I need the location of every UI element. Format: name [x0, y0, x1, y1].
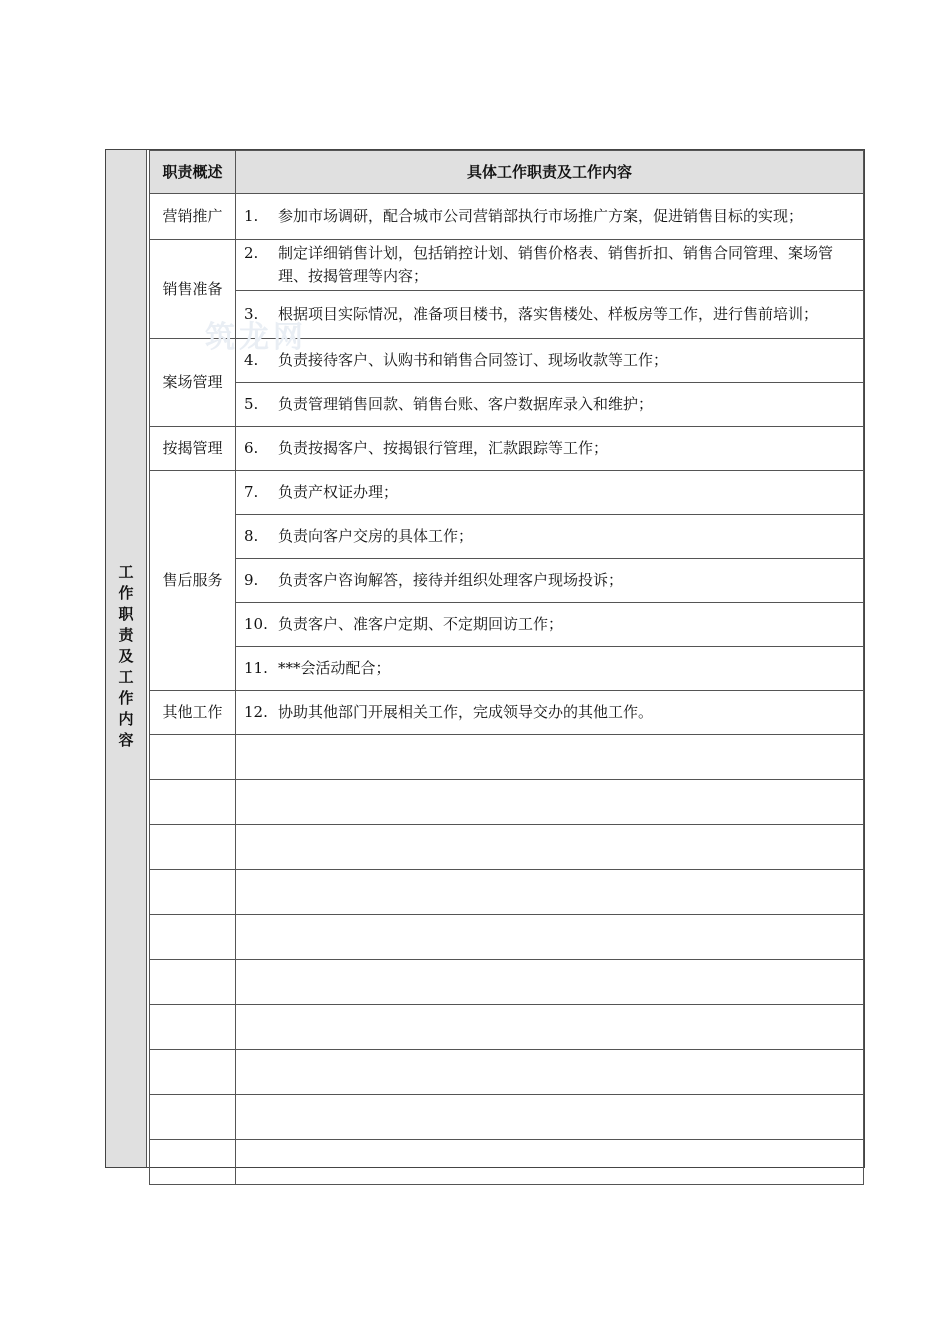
task-number: 1. [244, 207, 259, 225]
category-cell: 其他工作 [150, 691, 236, 735]
task-cell [236, 603, 864, 647]
table-row [150, 559, 864, 603]
task-number: 3. [244, 305, 259, 323]
empty-row [150, 825, 864, 870]
task-cell [236, 291, 864, 339]
task-line [244, 481, 857, 504]
table-row [150, 603, 864, 647]
task-line [244, 393, 857, 416]
empty-category-cell [150, 870, 236, 915]
table-row [150, 471, 864, 515]
task-line [244, 569, 857, 592]
task-cell [236, 647, 864, 691]
side-title: 工作职责及工作内容 [116, 564, 135, 753]
empty-content-cell [236, 1095, 864, 1140]
table-row [150, 194, 864, 240]
task-cell [236, 194, 864, 240]
task-number: 2. [244, 244, 259, 262]
category-cell: 按揭管理 [150, 427, 236, 471]
task-cell [236, 383, 864, 427]
task-cell [236, 691, 864, 735]
empty-category-cell [150, 1140, 236, 1185]
category-cell: 售后服务 [150, 471, 236, 691]
task-line [244, 205, 857, 228]
empty-row [150, 870, 864, 915]
task-number: 11. [244, 659, 268, 677]
empty-row [150, 915, 864, 960]
empty-content-cell [236, 915, 864, 960]
task-text: 负责向客户交房的具体工作； [278, 527, 474, 545]
task-text: 根据项目实际情况，准备项目楼书，落实售楼处、样板房等工作，进行售前培训； [278, 305, 819, 323]
empty-row [150, 1005, 864, 1050]
empty-category-cell [150, 735, 236, 780]
empty-content-cell [236, 735, 864, 780]
category-cell: 销售准备 [150, 240, 236, 339]
job-duties-table-frame [105, 149, 865, 1168]
empty-category-cell [150, 960, 236, 1005]
table-row [150, 647, 864, 691]
empty-category-cell [150, 1005, 236, 1050]
empty-row [150, 735, 864, 780]
category-cell: 营销推广 [150, 194, 236, 240]
table-row [150, 383, 864, 427]
table-row [150, 427, 864, 471]
empty-content-cell [236, 960, 864, 1005]
task-text: 负责客户咨询解答，接待并组织处理客户现场投诉； [278, 571, 624, 589]
task-number: 6. [244, 439, 259, 457]
empty-content-cell [236, 780, 864, 825]
empty-content-cell [236, 1140, 864, 1185]
empty-content-cell [236, 1050, 864, 1095]
header-row [150, 151, 864, 194]
empty-category-cell [150, 1095, 236, 1140]
task-cell [236, 471, 864, 515]
task-number: 7. [244, 483, 259, 501]
task-number: 8. [244, 527, 259, 545]
category-cell: 案场管理 [150, 339, 236, 427]
task-line [244, 613, 857, 636]
empty-content-cell [236, 870, 864, 915]
task-text: 参加市场调研，配合城市公司营销部执行市场推广方案，促进销售目标的实现； [278, 207, 804, 225]
watermark: 筑龙网 [205, 320, 307, 355]
task-cell [236, 339, 864, 383]
task-text: 负责管理销售回款、销售台账、客户数据库录入和维护； [278, 395, 654, 413]
task-text: 负责客户、准客户定期、不定期回访工作； [278, 615, 564, 633]
empty-content-cell [236, 825, 864, 870]
task-text: ***会活动配合； [278, 659, 391, 677]
task-cell [236, 240, 864, 291]
task-text: 制定详细销售计划，包括销控计划、销售价格表、销售折扣、销售合同管理、案场管理、按揭管理等内容； [278, 244, 834, 285]
task-cell [236, 427, 864, 471]
task-text: 负责按揭客户、按揭银行管理，汇款跟踪等工作； [278, 439, 609, 457]
task-line [244, 303, 857, 326]
empty-row [150, 780, 864, 825]
task-line [244, 525, 857, 548]
header-category: 职责概述 [150, 151, 236, 194]
duties-table [149, 150, 864, 1185]
empty-category-cell [150, 915, 236, 960]
empty-row [150, 960, 864, 1005]
empty-row [150, 1095, 864, 1140]
empty-category-cell [150, 780, 236, 825]
task-cell [236, 559, 864, 603]
task-line [244, 657, 857, 680]
task-line [244, 701, 857, 724]
task-number: 5. [244, 395, 259, 413]
task-number: 9. [244, 571, 259, 589]
task-line [244, 349, 857, 372]
empty-row [150, 1140, 864, 1185]
task-text: 负责接待客户、认购书和销售合同签订、现场收款等工作； [278, 351, 669, 369]
empty-content-cell [236, 1005, 864, 1050]
table-row [150, 515, 864, 559]
empty-row [150, 1050, 864, 1095]
table-row [150, 240, 864, 291]
task-cell [236, 515, 864, 559]
task-number: 10. [244, 615, 268, 633]
task-text: 负责产权证办理； [278, 483, 399, 501]
side-title-cell [106, 150, 147, 1167]
task-line [244, 242, 857, 288]
task-number: 12. [244, 703, 268, 721]
task-text: 协助其他部门开展相关工作，完成领导交办的其他工作。 [278, 703, 654, 721]
table-row [150, 691, 864, 735]
empty-category-cell [150, 825, 236, 870]
task-line [244, 437, 857, 460]
task-number: 4. [244, 351, 259, 369]
empty-category-cell [150, 1050, 236, 1095]
header-content: 具体工作职责及工作内容 [236, 151, 864, 194]
